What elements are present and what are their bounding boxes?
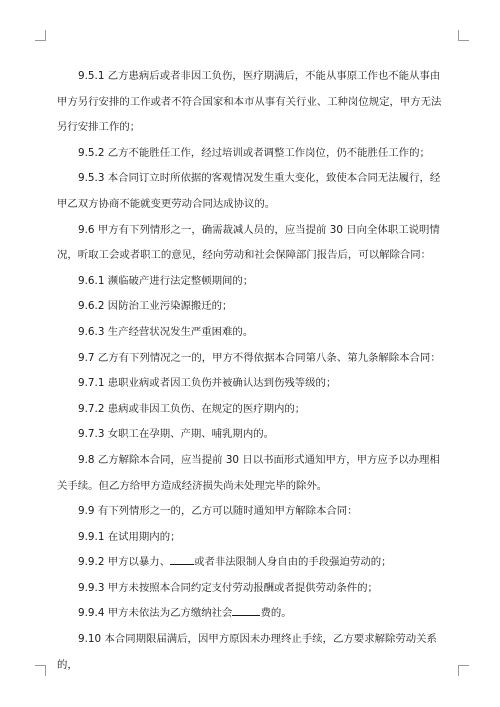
clause-9-6-1: 9.6.1 濒临破产进行法定整顿期间的； [78,274,254,287]
clause-9-9-2-before-blank: 9.9.2 甲方以暴力、 [78,556,171,569]
clause-9-9-4-before-blank: 9.9.4 甲方未依法为乙方缴纳社会 [78,607,233,620]
clause-9-9-2 [57,550,449,576]
clause-9-7: 9.7 乙方有下列情况之一的，甲方不得依据本合同第八条、第九条解除本合同： [78,351,441,364]
fill-in-blank [170,554,194,565]
clause-9-5-1: 9.5.1 乙方患病后或者非因工负伤，医疗期满后，不能从事原工作也不能从事由甲方另行安排的工作或者不符合国家和本市从事有关行业、工种岗位规定，甲方无法另行安排工作的； [57,70,442,134]
crop-mark-bottom-left [35,665,46,676]
clause-9-8: 9.8 乙方解除本合同，应当提前 30 日以书面形式通知甲方，甲方应予以办理相关手续。但乙方给甲方造成经济损失尚未处理完毕的除外。 [57,453,440,492]
crop-mark-top-left [35,30,46,41]
clause-9-5-3: 9.5.3 本合同订立时所依据的客观情况发生重大变化，致使本合同无法履行，经甲乙双方协商不能就变更劳动合同达成协议的。 [57,172,441,210]
clause-9-9-2-after-blank: 或者非法限制人身自由的手段强迫劳动的； [194,556,392,569]
clause-9-10: 9.10 本合同期限届满后，因甲方原因未办理终止手续，乙方要求解除劳动关系的， [57,633,437,671]
clause-9-7-3: 9.7.3 女职工在孕期、产期、哺乳期内的。 [78,428,274,441]
clause-9-5-2: 9.5.2 乙方不能胜任工作，经过培训或者调整工作岗位，仍不能胜任工作的； [78,146,430,159]
clause-9-9-4 [57,601,449,627]
clause-9-7-2: 9.7.2 患病或非因工负伤、在规定的医疗期内的； [78,402,306,415]
clause-9-6-3: 9.6.3 生产经营状况发生严重困难的。 [78,325,254,338]
document-body [57,64,449,678]
clause-9-9-3: 9.9.3 甲方未按照本合同约定支付劳动报酬或者提供劳动条件的； [78,581,378,594]
clause-9-6: 9.6 甲方有下列情形之一，确需裁减人员的，应当提前 30 日向全体职工说明情况，听取工会或者职工的意见，经向劳动和社会保障部门报告后，可以解除合同： [57,223,440,262]
crop-mark-bottom-right [458,665,469,676]
clause-9-9: 9.9 有下列情形之一的，乙方可以随时通知甲方解除本合同： [78,505,358,518]
clause-9-7-1: 9.7.1 患职业病或者因工负伤并被确认达到伤残等级的； [78,377,337,390]
clause-9-9-1: 9.9.1 在试用期内的； [78,530,181,543]
crop-mark-top-right [458,30,469,41]
clause-9-9-4-after-blank: 费的。 [260,607,292,620]
fill-in-blank [232,605,260,616]
clause-9-6-2: 9.6.2 因防治工业污染源搬迁的； [78,300,233,313]
